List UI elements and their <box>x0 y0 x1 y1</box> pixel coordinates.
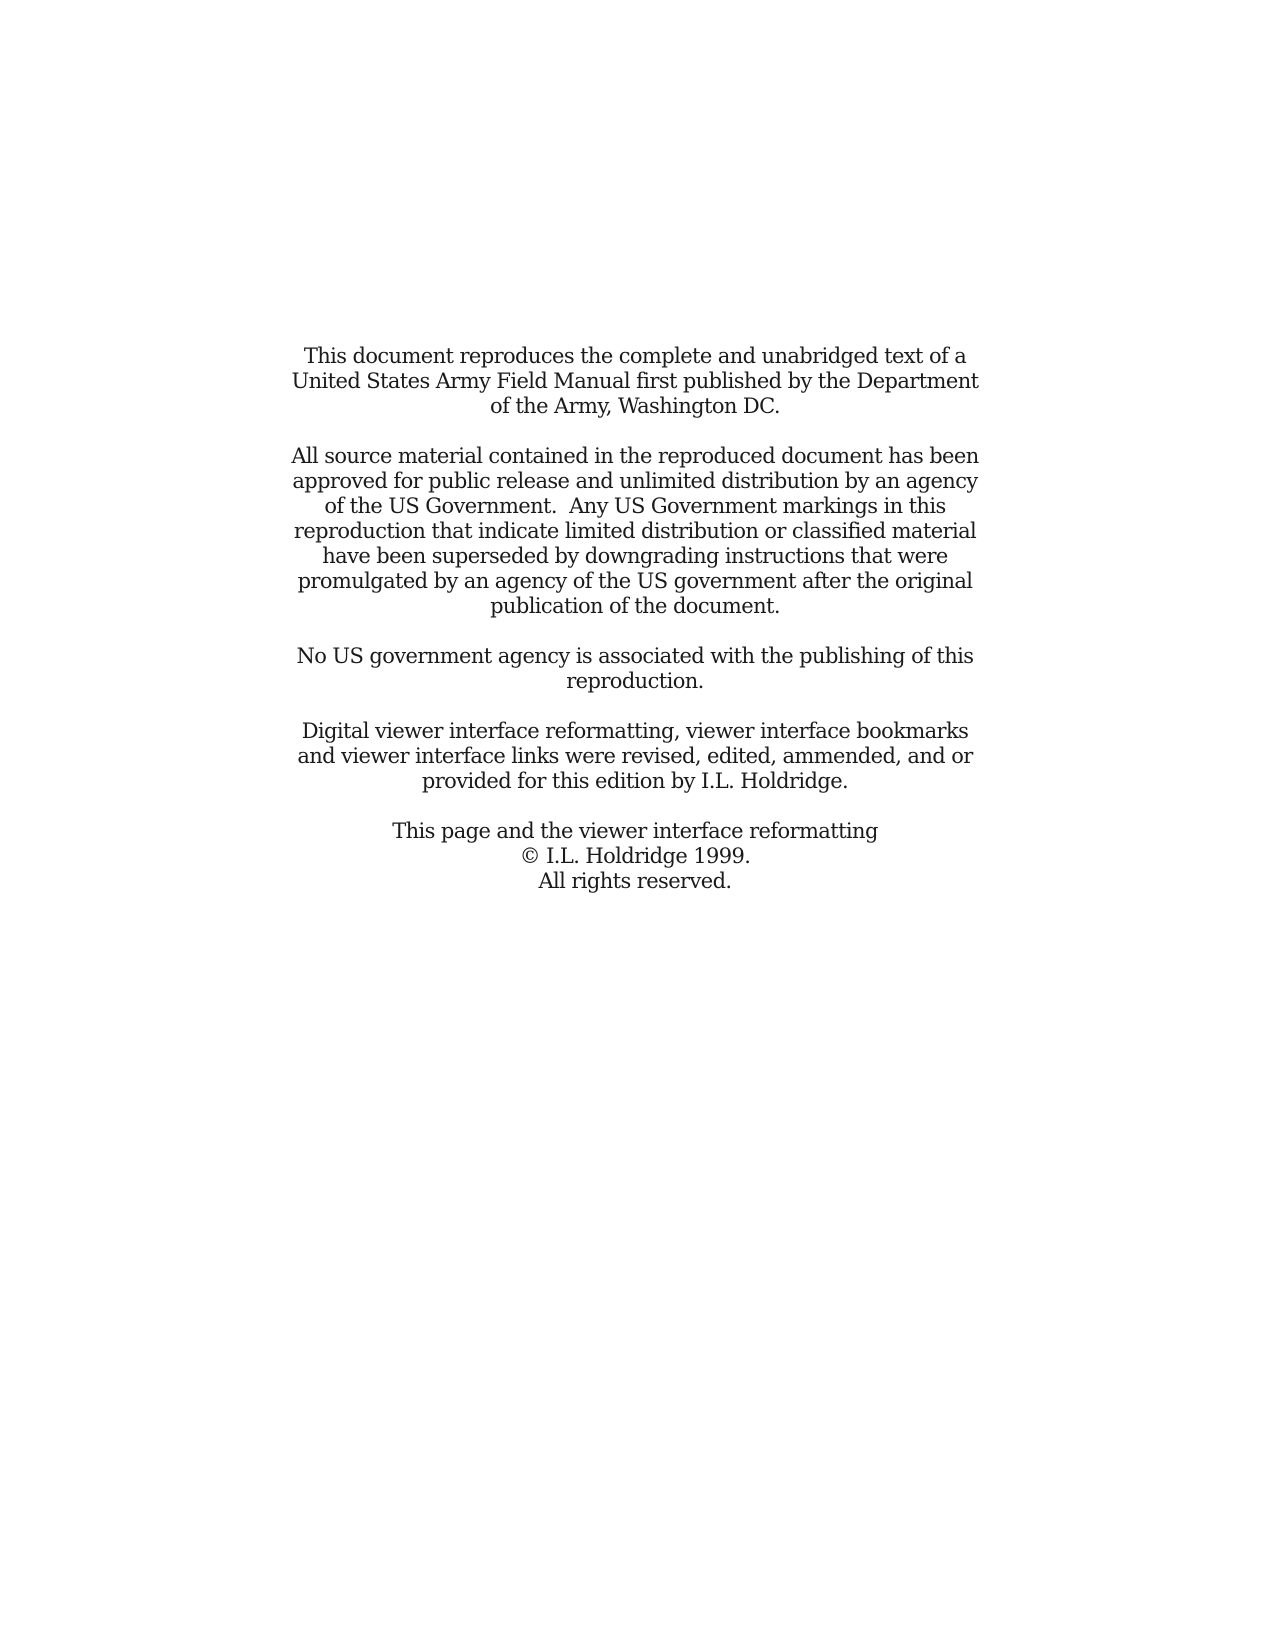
notice-text-block <box>290 344 980 919</box>
copyright-paragraph <box>290 819 980 894</box>
reformatting-credit-paragraph <box>290 719 980 794</box>
copyright-line: © I.L. Holdridge 1999. <box>519 844 751 868</box>
text-line: Digital viewer interface reformatting, viewer interface bookmarks <box>301 719 969 743</box>
text-line: This page and the viewer interface reformatting <box>392 819 878 843</box>
text-line: provided for this edition by I.L. Holdridge. <box>421 769 849 793</box>
text-line: United States Army Field Manual first published by the Department <box>291 369 979 393</box>
text-line: have been superseded by downgrading instructions that were <box>322 544 948 568</box>
text-line: This document reproduces the complete and unabridged text of a <box>303 344 967 368</box>
text-line: of the Army, Washington DC. <box>490 394 780 418</box>
agency-disclaimer-paragraph <box>290 644 980 694</box>
text-line: publication of the document. <box>490 594 780 618</box>
text-line: and viewer interface links were revised, edited, ammended, and or <box>297 744 973 768</box>
text-line: approved for public release and unlimited distribution by an agency <box>292 469 978 493</box>
text-line: promulgated by an agency of the US government after the original <box>297 569 973 593</box>
text-line: of the US Government. Any US Government markings in this <box>324 494 946 518</box>
text-line: No US government agency is associated with the publishing of this <box>296 644 974 668</box>
text-line: reproduction that indicate limited distribution or classified material <box>293 519 977 543</box>
text-line: All source material contained in the reproduced document has been <box>291 444 979 468</box>
rights-line: All rights reserved. <box>538 869 732 893</box>
release-notice-paragraph <box>290 444 980 619</box>
reproduction-notice-paragraph <box>290 344 980 419</box>
text-line: reproduction. <box>566 669 704 693</box>
